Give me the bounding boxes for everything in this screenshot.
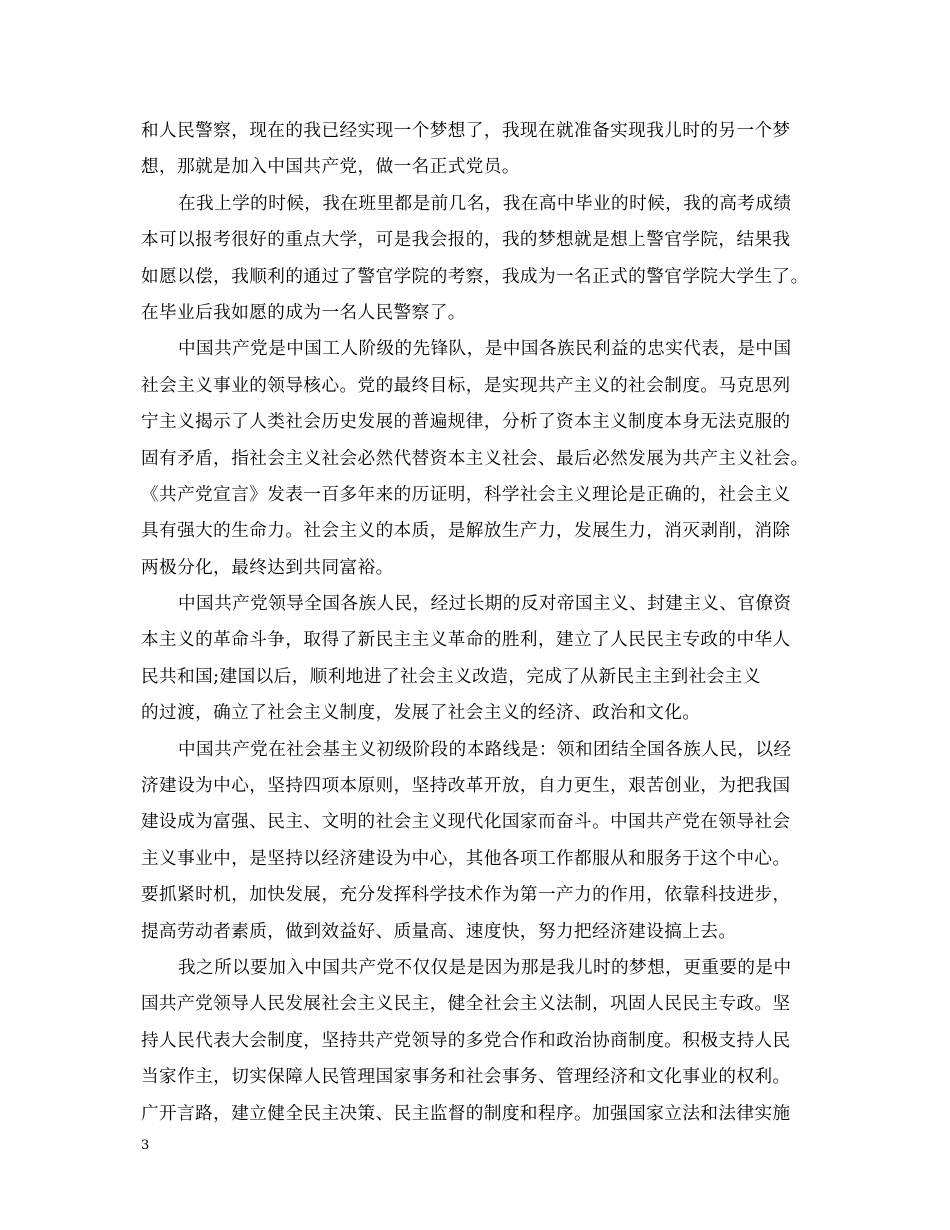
text-line: 宁主义揭示了人类社会历史发展的普遍规律，分析了资本主义制度本身无法克服的	[141, 412, 791, 433]
text-line: 和人民警察，现在的我已经实现一个梦想了，我现在就准备实现我儿时的另一个梦	[141, 121, 791, 141]
text-line: 广开言路，建立健全民主决策、民主监督的制度和程序。加强国家立法和法律实施	[141, 1103, 791, 1124]
text-line: 固有矛盾，指社会主义社会必然代替资本主义社会、最后必然发展为共产主义社会。	[141, 448, 809, 469]
paragraph-first-line: 在我上学的时候，我在班里都是前几名，我在高中毕业的时候，我的高考成绩	[178, 193, 792, 214]
text-line: 国共产党领导人民发展社会主义民主，健全社会主义法制，巩固人民民主专政。坚	[141, 994, 791, 1015]
text-line: 本主义的革命斗争，取得了新民主主义革命的胜利，建立了人民民主专政的中华人	[141, 630, 791, 651]
paragraph-first-line: 我之所以要加入中国共产党不仅仅是是因为那是我儿时的梦想，更重要的是中	[178, 957, 792, 978]
body-text	[141, 113, 821, 1132]
text-line: 在毕业后我如愿的成为一名人民警察了。	[141, 302, 466, 323]
page-number: 3	[141, 1138, 150, 1153]
text-line: 如愿以偿，我顺利的通过了警官学院的考察，我成为一名正式的警官学院大学生了。	[141, 266, 809, 287]
text-line: 提高劳动者素质，做到效益好、质量高、速度快，努力把经济建设搞上去。	[141, 921, 737, 942]
text-line: 具有强大的生命力。社会主义的本质，是解放生产力，发展生力，消灭剥削，消除	[141, 521, 791, 542]
paragraph-first-line: 中国共产党领导全国各族人民，经过长期的反对帝国主义、封建主义、官僚资	[178, 594, 792, 615]
paragraph-first-line: 中国共产党在社会基主义初级阶段的本路线是：领和团结全国各族人民，以经	[178, 739, 792, 760]
text-line: 当家作主，切实保障人民管理国家事务和社会事务、管理经济和文化事业的权利。	[141, 1067, 791, 1088]
text-line: 主义事业中，是坚持以经济建设为中心，其他各项工作都服从和服务于这个中心。	[141, 848, 791, 869]
text-line: 两极分化，最终达到共同富裕。	[141, 557, 394, 578]
text-line: 的过渡，确立了社会主义制度，发展了社会主义的经济、政治和文化。	[141, 703, 701, 724]
text-line: 社会主义事业的领导核心。党的最终目标，是实现共产主义的社会制度。马克思列	[141, 375, 791, 396]
text-line: 民共和国;建国以后，顺利地进了社会主义改造，完成了从新民主主到社会主义	[141, 666, 761, 687]
text-line: 持人民代表大会制度，坚持共产党领导的多党合作和政治协商制度。积极支持人民	[141, 1030, 791, 1051]
text-line: 济建设为中心，坚持四项本原则，坚持改革开放，自力更生，艰苦创业，为把我国	[141, 776, 791, 797]
text-line: 建设成为富强、民主、文明的社会主义现代化国家而奋斗。中国共产党在领导社会	[141, 812, 791, 833]
text-line: 想，那就是加入中国共产党，做一名正式党员。	[141, 157, 520, 178]
text-line: 要抓紧时机，加快发展，充分发挥科学技术作为第一产力的作用，依靠科技进步，	[141, 885, 791, 906]
text-line: 《共产党宣言》发表一百多年来的历证明，科学社会主义理论是正确的，社会主义	[141, 484, 791, 505]
paragraph-first-line: 中国共产党是中国工人阶级的先锋队，是中国各族民利益的忠实代表，是中国	[178, 339, 792, 360]
text-line: 本可以报考很好的重点大学，可是我会报的，我的梦想就是想上警官学院，结果我	[141, 230, 791, 251]
